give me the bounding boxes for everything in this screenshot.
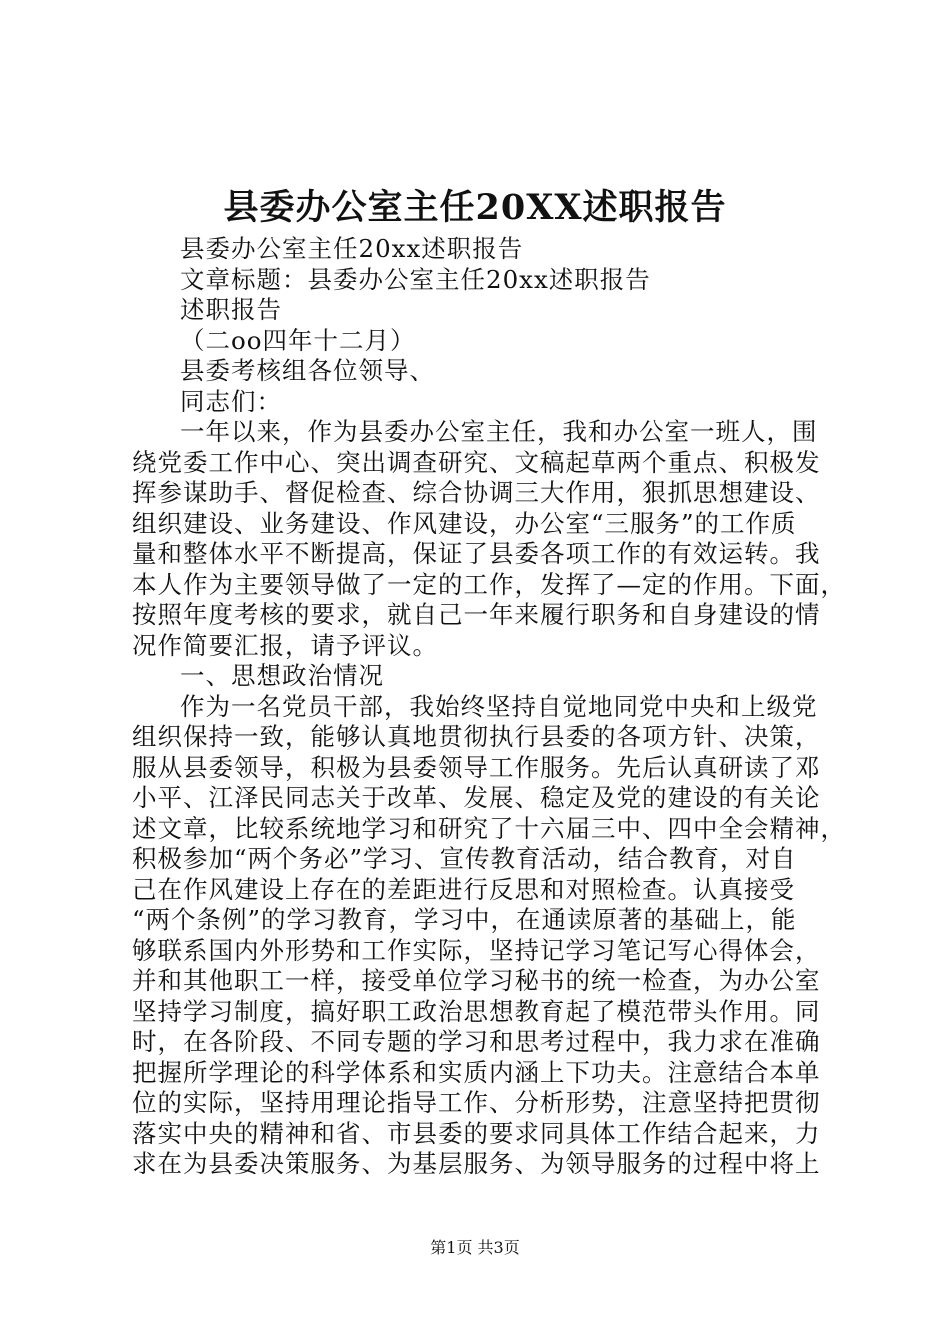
text-line: 述职报告	[180, 295, 282, 324]
text-line: “两个条例”的学习教育，学习中，在通读原著的基础上，能	[132, 905, 797, 934]
text-line: 一年以来，作为县委办公室主任，我和办公室一班人，围	[180, 417, 818, 446]
text-line: 落实中央的精神和省、市县委的要求同具体工作结合起来，力	[132, 1118, 821, 1148]
text-line: 服从县委领导，积极为县委领导工作服务。先后认真研读了邓	[132, 752, 821, 782]
text-line: 并和其他职工一样，接受单位学习秘书的统一检查，为办公室	[132, 966, 821, 995]
text-line: 作为一名党员干部，我始终坚持自觉地同党中央和上级党	[180, 691, 818, 721]
text-line: 己在作风建设上存在的差距进行反思和对照检查。认真接受	[132, 874, 795, 904]
text-line: 按照年度考核的要求，就自己一年来履行职务和自身建设的情	[132, 600, 821, 629]
text-line: 小平、江泽民同志关于改革、发展、稳定及党的建设的有关论	[132, 783, 821, 812]
text-line: 量和整体水平不断提高，保证了县委各项工作的有效运转。我	[132, 539, 821, 568]
text-line: 位的实际，坚持用理论指导工作、分析形势，注意坚持把贯彻	[132, 1088, 821, 1117]
text-line: 积极参加“两个务必”学习、宣传教育活动，结合教育，对自	[132, 844, 797, 873]
text-line: 同志们：	[180, 386, 282, 416]
text-line: 坚持学习制度，搞好职工政治思想教育起了模范带头作用。同	[132, 996, 821, 1026]
page-footer: 第1页 共3页	[430, 1238, 520, 1257]
text-line: 组织建设、业务建设、作风建设，办公室“三服务”的工作质	[132, 508, 797, 538]
text-line: 述文章，比较系统地学习和研究了十六届三中、四中全会精神，	[132, 813, 846, 843]
text-line: 一、思想政治情况	[180, 661, 384, 690]
text-line: 把握所学理论的科学体系和实质内涵上下功夫。注意结合本单	[132, 1057, 821, 1087]
text-line: 组织保持一致，能够认真地贯彻执行县委的各项方针、决策，	[132, 722, 821, 751]
text-line: 县委办公室主任20xx述职报告	[180, 234, 524, 263]
text-line: （二oo四年十二月）	[180, 325, 416, 355]
text-line: 够联系国内外形势和工作实际，坚持记学习笔记写心得体会，	[132, 935, 821, 965]
text-line: 本人作为主要领导做了一定的工作，发挥了—定的作用。下面，	[132, 569, 846, 599]
document-body	[132, 234, 846, 1180]
text-line: 文章标题：县委办公室主任20xx述职报告	[180, 264, 651, 294]
text-line: 绕党委工作中心、突出调查研究、文稿起草两个重点、积极发	[132, 447, 821, 477]
text-line: 时，在各阶段、不同专题的学习和思考过程中，我力求在准确	[132, 1027, 821, 1056]
document-title: 县委办公室主任20XX述职报告	[223, 187, 727, 228]
text-line: 况作简要汇报，请予评议。	[132, 630, 438, 660]
text-line: 挥参谋助手、督促检查、综合协调三大作用，狠抓思想建设、	[132, 478, 821, 507]
text-line: 求在为县委决策服务、为基层服务、为领导服务的过程中将上	[132, 1149, 821, 1178]
text-line: 县委考核组各位领导、	[180, 356, 435, 385]
